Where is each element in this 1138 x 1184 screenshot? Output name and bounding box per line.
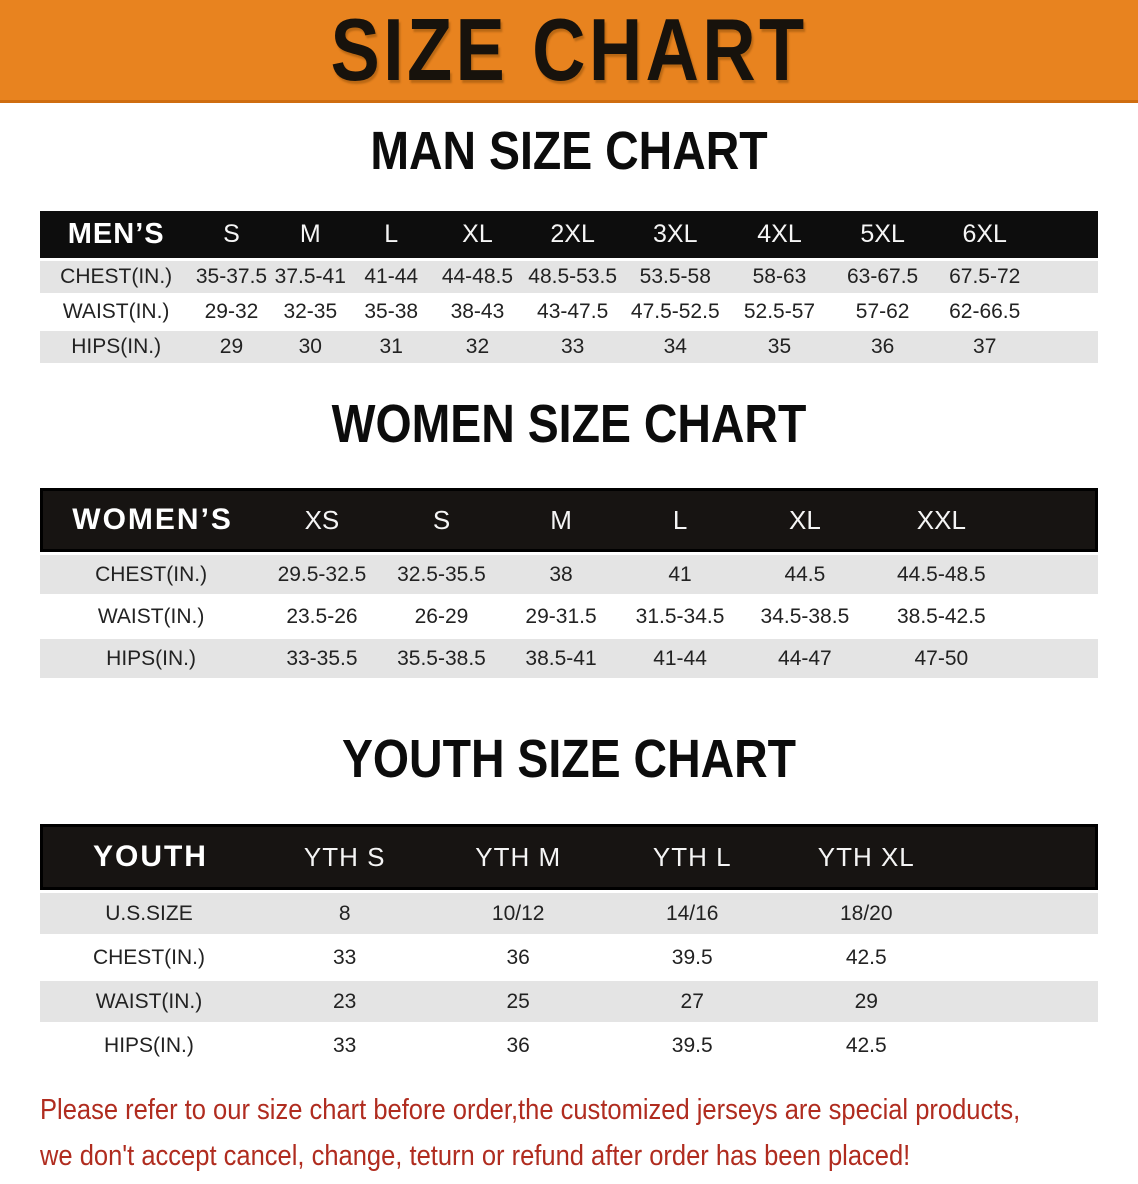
cell: 29 [192,328,270,363]
cell: 58-63 [728,258,832,293]
cell: 39.5 [605,934,780,978]
men-col-header: 2XL [522,211,623,258]
youth-col-header: YTH L [605,824,780,890]
cell: 35-37.5 [192,258,270,293]
cell: 36 [431,934,605,978]
women-corner-label: WOMEN’S [40,488,262,552]
women-section-heading [0,394,1138,460]
row-label: HIPS(IN.) [40,328,192,363]
cell: 29-31.5 [501,594,621,636]
cell: 34.5-38.5 [739,594,870,636]
cell: 36 [431,1022,605,1066]
men-waist-row [40,293,1098,328]
cell: 43-47.5 [522,293,623,328]
banner-title: SIZE CHART [330,0,808,99]
cell: 30 [271,328,350,363]
cell: 39.5 [605,1022,780,1066]
spacer-cell [1036,211,1099,258]
youth-ussize-row [40,890,1098,934]
men-col-header: L [350,211,433,258]
cell: 57-62 [831,293,934,328]
men-col-header: M [271,211,350,258]
youth-heading-text: YOUTH SIZE CHART [341,729,797,789]
cell: 31.5-34.5 [621,594,739,636]
spacer-cell [1036,258,1099,293]
women-heading-text: WOMEN SIZE CHART [331,394,807,454]
youth-waist-row [40,978,1098,1022]
row-label: WAIST(IN.) [40,978,258,1022]
men-col-header: 5XL [831,211,934,258]
cell: 38.5-42.5 [870,594,1012,636]
men-hips-row [40,328,1098,363]
spacer-cell [953,978,1098,1022]
cell: 63-67.5 [831,258,934,293]
row-label: U.S.SIZE [40,890,258,934]
men-size-table [40,211,1098,363]
cell: 8 [258,890,432,934]
cell: 67.5-72 [934,258,1036,293]
men-col-header: 6XL [934,211,1036,258]
row-label: WAIST(IN.) [40,293,192,328]
spacer-cell [953,824,1098,890]
cell: 44.5 [739,552,870,594]
youth-corner-label: YOUTH [40,824,258,890]
cell: 27 [605,978,780,1022]
women-col-header: L [621,488,739,552]
cell: 47.5-52.5 [623,293,728,328]
women-size-table [40,488,1098,678]
men-col-header: XL [432,211,522,258]
cell: 32.5-35.5 [382,552,502,594]
cell: 44-48.5 [432,258,522,293]
cell: 38 [501,552,621,594]
cell: 35-38 [350,293,433,328]
cell: 38-43 [432,293,522,328]
cell: 18/20 [780,890,954,934]
spacer-cell [1012,552,1098,594]
cell: 35 [728,328,832,363]
cell: 31 [350,328,433,363]
disclaimer-text-2: we don't accept cancel, change, teturn or refund after order has been placed! [40,1140,911,1172]
disclaimer-line-2 [40,1138,1098,1184]
women-chest-row [40,552,1098,594]
spacer-cell [1012,594,1098,636]
row-label: WAIST(IN.) [40,594,262,636]
men-col-header: 4XL [728,211,832,258]
youth-col-header: YTH M [431,824,605,890]
spacer-cell [1036,293,1099,328]
disclaimer-text-1: Please refer to our size chart before order,the customized jerseys are special products, [40,1094,1021,1126]
cell: 33 [522,328,623,363]
men-chest-row [40,258,1098,293]
cell: 41-44 [621,636,739,678]
women-col-header: XS [262,488,382,552]
cell: 42.5 [780,1022,954,1066]
cell: 23.5-26 [262,594,382,636]
cell: 29-32 [192,293,270,328]
spacer-cell [1036,328,1099,363]
cell: 29.5-32.5 [262,552,382,594]
youth-col-header: YTH XL [780,824,954,890]
disclaimer-line-1 [40,1092,1098,1138]
cell: 53.5-58 [623,258,728,293]
women-col-header: XL [739,488,870,552]
cell: 42.5 [780,934,954,978]
cell: 32-35 [271,293,350,328]
men-section-heading [0,121,1138,187]
cell: 10/12 [431,890,605,934]
men-col-header: 3XL [623,211,728,258]
cell: 34 [623,328,728,363]
men-heading-text: MAN SIZE CHART [370,121,768,181]
spacer-cell [1012,488,1098,552]
cell: 23 [258,978,432,1022]
row-label: CHEST(IN.) [40,934,258,978]
cell: 38.5-41 [501,636,621,678]
women-col-header: XXL [870,488,1012,552]
row-label: CHEST(IN.) [40,552,262,594]
cell: 32 [432,328,522,363]
spacer-cell [953,1022,1098,1066]
cell: 48.5-53.5 [522,258,623,293]
youth-col-header: YTH S [258,824,432,890]
cell: 44.5-48.5 [870,552,1012,594]
spacer-cell [953,934,1098,978]
cell: 26-29 [382,594,502,636]
youth-header-row [40,824,1098,890]
women-waist-row [40,594,1098,636]
row-label: CHEST(IN.) [40,258,192,293]
cell: 29 [780,978,954,1022]
cell: 62-66.5 [934,293,1036,328]
youth-chest-row [40,934,1098,978]
cell: 52.5-57 [728,293,832,328]
cell: 33 [258,1022,432,1066]
cell: 36 [831,328,934,363]
cell: 35.5-38.5 [382,636,502,678]
youth-section-heading [0,729,1138,795]
cell: 41-44 [350,258,433,293]
youth-hips-row [40,1022,1098,1066]
youth-size-table [40,824,1098,1066]
cell: 37.5-41 [271,258,350,293]
women-header-row [40,488,1098,552]
spacer-cell [1012,636,1098,678]
men-header-row [40,211,1098,258]
cell: 41 [621,552,739,594]
cell: 33 [258,934,432,978]
men-corner-label: MEN’S [40,211,192,258]
women-col-header: M [501,488,621,552]
cell: 44-47 [739,636,870,678]
cell: 14/16 [605,890,780,934]
men-col-header: S [192,211,270,258]
cell: 25 [431,978,605,1022]
row-label: HIPS(IN.) [40,636,262,678]
women-hips-row [40,636,1098,678]
women-col-header: S [382,488,502,552]
spacer-cell [953,890,1098,934]
cell: 47-50 [870,636,1012,678]
cell: 33-35.5 [262,636,382,678]
disclaimer [40,1092,1098,1184]
row-label: HIPS(IN.) [40,1022,258,1066]
cell: 37 [934,328,1036,363]
size-chart-banner [0,0,1138,103]
